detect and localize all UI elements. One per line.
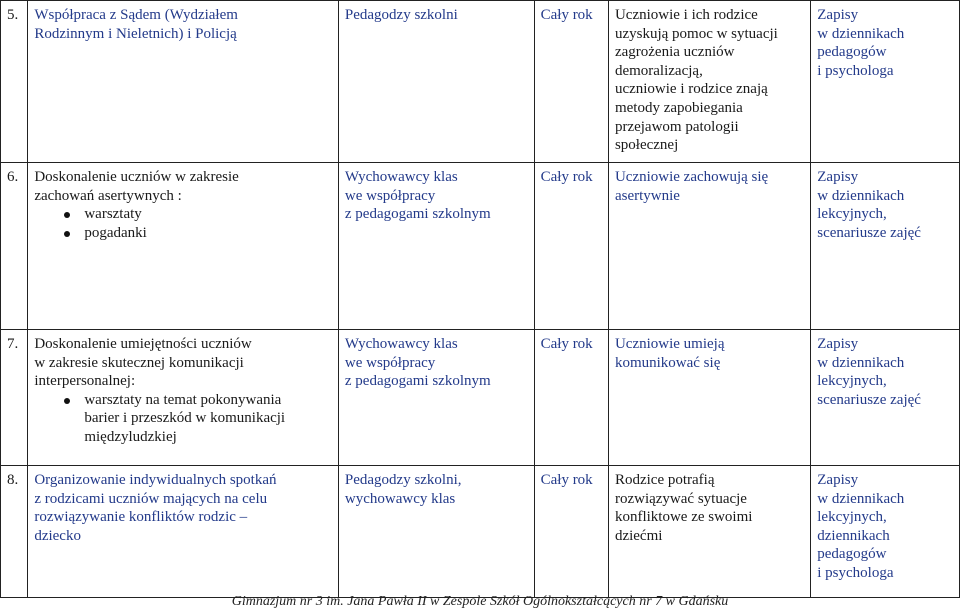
evaluation-cell: Zapisy w dziennikach lekcyjnych, dziennikach pedagogów i psychologa — [811, 466, 960, 598]
task-cell: Organizowanie indywidualnych spotkań z rodzicami uczniów mających na celu rozwiązywanie konfliktów rodzic – dziecko — [28, 466, 339, 598]
row-number: 7. — [1, 330, 28, 466]
deadline-cell: Cały rok — [534, 1, 608, 163]
effect-cell: Uczniowie umieją komunikować się — [608, 330, 810, 466]
list-item: pogadanki — [34, 224, 332, 243]
table-row — [1, 163, 960, 330]
bullet-icon — [64, 231, 70, 237]
list-item: warsztaty — [34, 205, 332, 224]
task-cell: Doskonalenie umiejętności uczniów w zakresie skutecznej komunikacji interpersonalnej: warsztaty na temat pokonywania barier i przeszkód w komunikacji międzyludzkiej — [28, 330, 339, 466]
row-number: 5. — [1, 1, 28, 163]
responsible-cell: Wychowawcy klas we współpracy z pedagogami szkolnym — [338, 330, 534, 466]
task-bullet-list — [34, 391, 332, 447]
row-number: 8. — [1, 466, 28, 598]
responsible-cell: Pedagodzy szkolni, wychowawcy klas — [338, 466, 534, 598]
task-cell: Współpraca z Sądem (Wydziałem Rodzinnym i Nieletnich) i Policją — [28, 1, 339, 163]
page-footer: Gimnazjum nr 3 im. Jana Pawła II w Zespole Szkół Ogólnokształcących nr 7 w Gdańsku — [231, 594, 729, 609]
evaluation-cell: Zapisy w dziennikach lekcyjnych, scenariusze zajęć — [811, 163, 960, 330]
table-row — [1, 1, 960, 163]
task-bullet-list — [34, 205, 332, 242]
list-item: warsztaty na temat pokonywania — [34, 391, 332, 410]
effect-cell: Uczniowie i ich rodzice uzyskują pomoc w sytuacji zagrożenia uczniów demoralizacją, uczniowie i rodzice znają metody zapobiegania przejawom patologii społecznej — [608, 1, 810, 163]
responsible-cell: Pedagodzy szkolni — [338, 1, 534, 163]
deadline-cell: Cały rok — [534, 163, 608, 330]
task-cell: Doskonalenie uczniów w zakresie zachowań asertywnych : warsztaty pogadanki — [28, 163, 339, 330]
table-row — [1, 466, 960, 598]
row-number: 6. — [1, 163, 28, 330]
evaluation-cell: Zapisy w dziennikach lekcyjnych, scenariusze zajęć — [811, 330, 960, 466]
deadline-cell: Cały rok — [534, 330, 608, 466]
responsible-cell: Wychowawcy klas we współpracy z pedagogami szkolnym — [338, 163, 534, 330]
table-row — [1, 330, 960, 466]
effect-cell: Uczniowie zachowują się asertywnie — [608, 163, 810, 330]
bullet-icon — [64, 398, 70, 404]
bullet-icon — [64, 212, 70, 218]
list-item-continuation: barier i przeszkód w komunikacji — [84, 410, 286, 427]
effect-cell: Rodzice potrafią rozwiązywać sytuacje konfliktowe ze swoimi dziećmi — [608, 466, 810, 598]
list-item-continuation: międzyludzkiej — [84, 428, 177, 445]
deadline-cell: Cały rok — [534, 466, 608, 598]
evaluation-cell: Zapisy w dziennikach pedagogów i psychologa — [811, 1, 960, 163]
